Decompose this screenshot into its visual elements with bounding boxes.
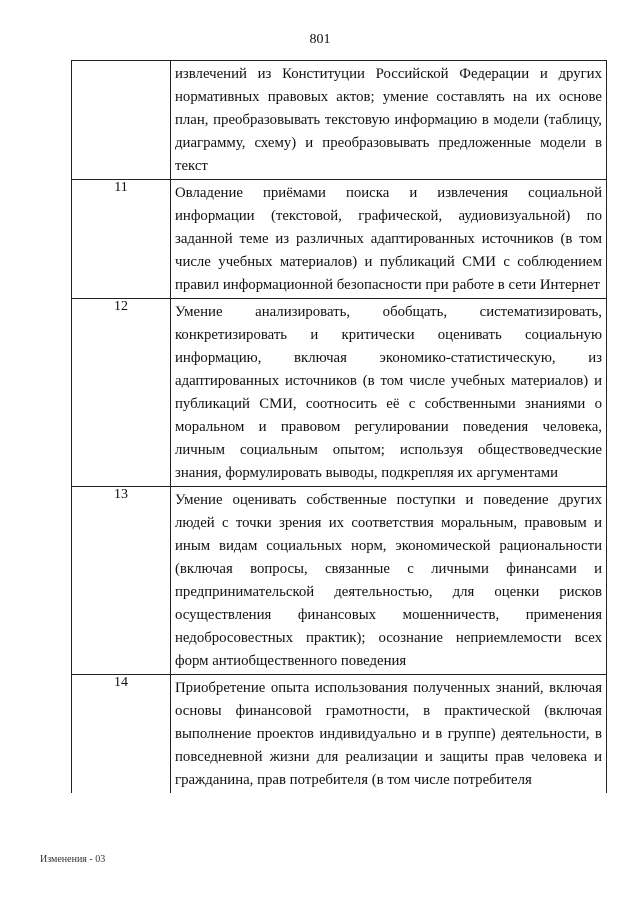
row-number: 11: [72, 180, 171, 299]
row-number: 12: [72, 299, 171, 487]
page-number: 801: [309, 32, 331, 47]
requirements-table: [71, 60, 607, 793]
row-text: Умение анализировать, обобщать, систематизировать, конкретизировать и критически оценивать социальную информацию, включая экономико-статистическую, из адаптированных источников (в том числе учебных материалов) и публикаций СМИ, соотносить её с собственными знаниями о моральном и правовом регулировании поведения человека, личным социальным опытом; используя обществоведческие знания, формулировать выводы, подкрепляя их аргументами: [171, 299, 607, 487]
row-text: Умение оценивать собственные поступки и поведение других людей с точки зрения их соответствия моральным, правовым и иным видам социальных норм, экономической рациональности (включая вопросы, связанные с личными финансами и предпринимательской деятельностью, для оценки рисков осуществления финансовых мошенничеств, применения недобросовестных практик); осознание неприемлемости всех форм антиобщественного поведения: [171, 487, 607, 675]
row-text: извлечений из Конституции Российской Федерации и других нормативных правовых актов; умение составлять на их основе план, преобразовывать текстовую информацию в модели (таблицу, диаграмму, схему) и преобразовывать предложенные модели в текст: [171, 61, 607, 180]
table-row: [72, 180, 607, 299]
footer-revision-note: Изменения - 03: [40, 854, 106, 865]
row-text: Приобретение опыта использования полученных знаний, включая основы финансовой грамотности, в практической (включая выполнение проектов индивидуально и в группе) деятельности, в повседневной жизни для реализации и защиты прав человека и гражданина, прав потребителя (в том числе потребителя: [171, 675, 607, 794]
row-number: [72, 61, 171, 180]
table-row: [72, 487, 607, 675]
table-row: [72, 61, 607, 180]
table-row: [72, 299, 607, 487]
row-number: 13: [72, 487, 171, 675]
table-row: [72, 675, 607, 794]
row-text: Овладение приёмами поиска и извлечения социальной информации (текстовой, графической, аудиовизуальной) по заданной теме из различных адаптированных источников (в том числе учебных материалов) и публикаций СМИ с соблюдением правил информационной безопасности при работе в сети Интернет: [171, 180, 607, 299]
row-number: 14: [72, 675, 171, 794]
